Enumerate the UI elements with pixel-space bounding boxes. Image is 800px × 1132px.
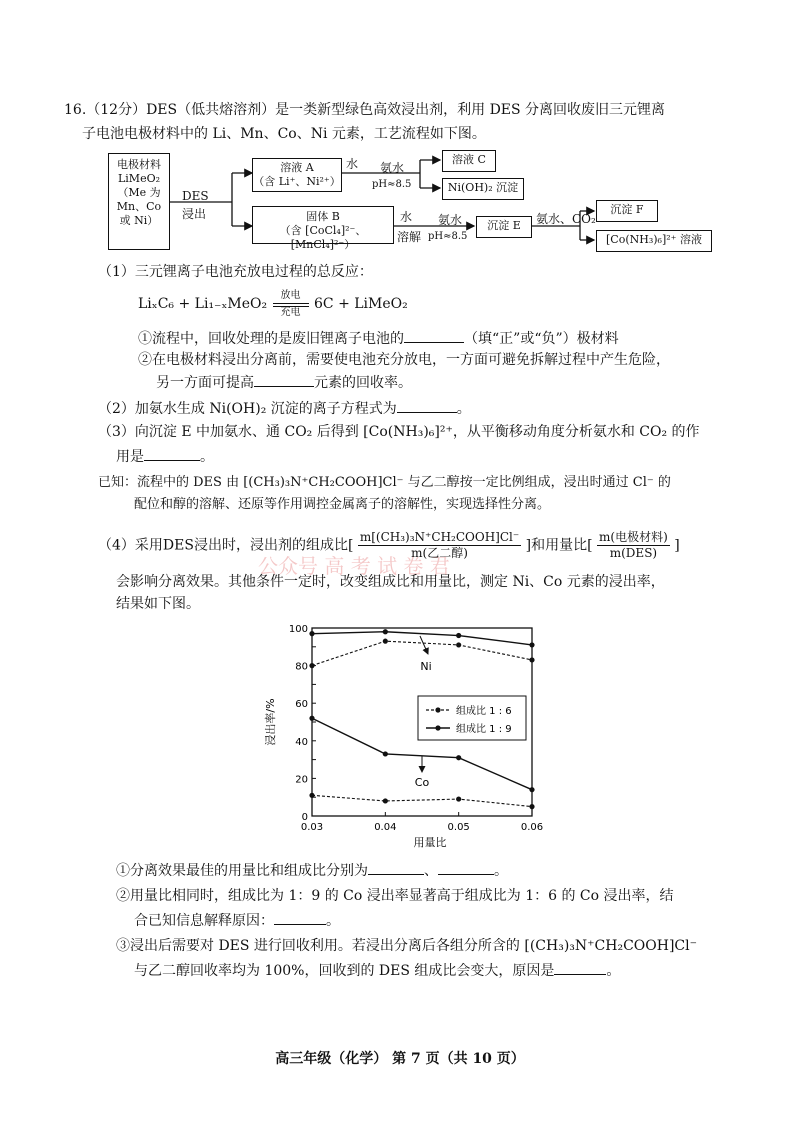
data-point-co-1-6 <box>309 793 314 798</box>
part-2 <box>98 398 471 419</box>
legend-marker-solid <box>435 725 440 730</box>
electrode-label-1: 电极材料 <box>117 158 161 171</box>
answer-blank[interactable] <box>368 860 424 875</box>
data-point-co-1-9 <box>383 751 388 756</box>
y-axis-label: 浸出率/% <box>264 698 277 746</box>
legend-marker-dashed <box>435 707 440 712</box>
co-label: Co <box>414 776 430 789</box>
part-3-end: 。 <box>200 449 214 465</box>
part-1-i-text: ①流程中，回收处理的是废旧锂离子电池的 <box>138 331 404 347</box>
ph-label-1: pH≈8.5 <box>372 179 412 190</box>
solution-a-title: 溶液 A <box>280 161 314 174</box>
answer-blank[interactable] <box>397 398 457 413</box>
part-1-ii-line-2 <box>156 372 412 393</box>
precipitate-e-box <box>476 216 532 238</box>
answer-blank[interactable] <box>438 860 494 875</box>
data-point-co-1-9 <box>456 755 461 760</box>
solid-b-box <box>252 206 394 251</box>
solid-b-content: （含 [CoCl₄]²⁻、[MnCl₄]²⁻） <box>279 224 367 251</box>
part-4-i-sep: 、 <box>424 863 438 879</box>
dosage-ratio-numerator: m(电极材料) <box>599 530 668 544</box>
precipitate-f-label: 沉淀 F <box>610 203 644 216</box>
legend-label-1-9: 组成比 1 : 9 <box>456 724 512 735</box>
part-4-intro <box>98 530 680 561</box>
co-annotation <box>415 756 430 789</box>
question-intro-line-2: 子电池电极材料中的 Li、Mn、Co、Ni 元素，工艺流程如下图。 <box>82 126 486 142</box>
part-1-i-text-end: （填“正”或“负”）极材料 <box>464 331 619 347</box>
part-2-text: （2）加氨水生成 Ni(OH)₂ 沉淀的离子方程式为 <box>98 401 397 417</box>
part-4-ii-end: 。 <box>326 913 340 929</box>
series-line-co-1-6 <box>312 795 532 806</box>
y-tick-label: 60 <box>295 699 308 711</box>
water-label-1: 水 <box>346 157 359 171</box>
part-1-ii-line-1: ②在电极材料浸出分离前，需要使电池充分放电，一方面可避免拆解过程中产生危险， <box>138 352 670 368</box>
part-2-end: 。 <box>456 401 471 417</box>
x-tick-label: 0.03 <box>300 822 324 833</box>
part-4-ii-line-2 <box>134 910 340 931</box>
part-4-iii-end: 。 <box>606 963 621 979</box>
data-point-co-1-6 <box>383 798 388 803</box>
answer-blank[interactable] <box>554 960 606 975</box>
electrode-material-box <box>108 153 170 250</box>
precipitate-e-label: 沉淀 E <box>487 219 521 232</box>
y-tick-label: 20 <box>295 774 308 786</box>
solid-b-title: 固体 B <box>306 210 340 223</box>
question-intro-line-1: 16.（12分）DES（低共熔溶剂）是一类新型绿色高效浸出剂，利用 DES 分离回收废旧三元锂离 <box>64 102 666 118</box>
x-tick-label: 0.05 <box>447 822 470 833</box>
ammonia-co2-label: 氨水、CO₂ <box>536 212 596 226</box>
part-4-line-2: 会影响分离效果。其他条件一定时，改变组成比和用量比，测定 Ni、Co 元素的浸出率， <box>116 574 665 590</box>
electrode-label-4: Mn、Co <box>116 200 162 213</box>
ammonia-label-1: 氨水 <box>380 161 405 175</box>
data-point-co-1-9 <box>529 787 534 792</box>
ni-label: Ni <box>420 660 432 673</box>
co-complex-label: [Co(NH₃)₆]²⁺ 溶液 <box>606 233 702 246</box>
answer-blank[interactable] <box>404 328 464 343</box>
part-1-ii-text-end: 元素的回收率。 <box>314 375 412 391</box>
known-info-line-2: 配位和醇的溶解、还原等作用调控金属离子的溶解性，实现选择性分离。 <box>134 497 551 512</box>
page-footer: 高三年级（化学） 第 7 页（共 10 页） <box>275 1051 525 1067</box>
part-3-text: 用是 <box>116 449 144 465</box>
equation-charge-label: 充电 <box>280 307 301 318</box>
x-tick-label: 0.04 <box>374 822 397 833</box>
precipitate-f-box <box>596 200 658 222</box>
y-tick-label: 40 <box>295 736 308 748</box>
known-info-line-1: 已知：流程中的 DES 由 [(CH₃)₃N⁺CH₂COOH]Cl⁻ 与乙二醇按一定比例组成，浸出时通过 Cl⁻ 的 <box>98 475 671 490</box>
data-point-co-1-6 <box>456 796 461 801</box>
solution-c-label: 溶液 C <box>452 153 486 166</box>
ph-label-2: pH≈8.5 <box>428 231 468 242</box>
data-point-co-1-9 <box>309 716 314 721</box>
composition-ratio-fraction <box>358 530 521 561</box>
chart-legend <box>418 696 526 740</box>
part-3-line-1: （3）向沉淀 E 中加氨水、通 CO₂ 后得到 [Co(NH₃)₆]²⁺，从平衡移动角度分析氨水和 CO₂ 的作 <box>98 424 700 440</box>
x-axis-label: 用量比 <box>413 836 447 849</box>
des-label: DES <box>182 189 209 203</box>
series-line-ni-1-9 <box>312 632 532 645</box>
nioh2-box <box>442 178 524 200</box>
part-3-line-2 <box>116 446 214 467</box>
part-4-i-end: 。 <box>494 863 508 879</box>
composition-ratio-numerator: m[(CH₃)₃N⁺CH₂COOH]Cl⁻ <box>359 530 520 544</box>
leaching-rate-chart <box>260 614 560 854</box>
data-point-ni-1-9 <box>309 631 314 636</box>
electrode-label-5: 或 Ni） <box>119 214 159 227</box>
data-point-ni-1-6 <box>309 663 314 668</box>
answer-blank[interactable] <box>274 910 326 925</box>
part-4-iii-line-1: ③浸出后需要对 DES 进行回收利用。若浸出分离后各组分所含的 [(CH₃)₃N⁺CH₂COOH]Cl⁻ <box>116 938 698 954</box>
part-4-line-3: 结果如下图。 <box>116 596 200 612</box>
part-4-text-a: （4）采用DES浸出时，浸出剂的组成比[ <box>98 537 354 554</box>
data-point-ni-1-6 <box>529 657 534 662</box>
co-complex-box <box>596 230 712 252</box>
y-tick-label: 0 <box>301 812 308 823</box>
battery-equation <box>138 290 408 318</box>
data-point-ni-1-9 <box>383 629 388 634</box>
dosage-ratio-denominator: m(DES) <box>609 546 658 560</box>
solution-c-box <box>442 150 496 172</box>
part-4-iii-line-2 <box>134 960 620 981</box>
part-4-text-b: ]和用量比[ <box>525 537 593 554</box>
part-4-text-c: ] <box>674 537 680 554</box>
dosage-ratio-fraction <box>597 530 670 561</box>
dissolve-label: 溶解 <box>397 230 422 244</box>
electrode-label-2: LiMeO₂ <box>117 172 161 185</box>
data-point-ni-1-6 <box>383 639 388 644</box>
part-4-i-text: ①分离效果最佳的用量比和组成比分别为 <box>116 863 368 879</box>
ni-annotation <box>420 636 432 673</box>
part-4-i <box>116 860 508 881</box>
leach-label: 浸出 <box>182 207 207 221</box>
nioh2-label: Ni(OH)₂ 沉淀 <box>447 181 519 194</box>
part-4-iii-text: 与乙二醇回收率均为 100%，回收到的 DES 组成比会变大，原因是 <box>134 963 555 979</box>
equation-right: 6C + LiMeO₂ <box>314 296 408 312</box>
part-1-intro: （1）三元锂离子电池充放电过程的总反应： <box>98 264 373 280</box>
legend-label-1-6: 组成比 1 : 6 <box>456 706 512 717</box>
data-point-ni-1-9 <box>456 633 461 638</box>
equation-discharge-label: 放电 <box>280 290 301 301</box>
part-1-i <box>138 328 619 349</box>
equation-arrow <box>272 290 310 318</box>
part-1-ii-text: 另一方面可提高 <box>156 375 254 391</box>
y-tick-label: 100 <box>288 624 308 635</box>
x-tick-label: 0.06 <box>520 822 544 833</box>
data-point-co-1-6 <box>529 804 534 809</box>
part-4-ii-text: 合已知信息解释原因： <box>134 913 274 929</box>
answer-blank[interactable] <box>144 446 200 461</box>
electrode-label-3: （Me 为 <box>117 186 161 199</box>
part-4-ii-line-1: ②用量比相同时，组成比为 1：9 的 Co 浸出率显著高于组成比为 1：6 的 Co 浸出率，结 <box>116 888 674 904</box>
equation-left: LiₓC₆ + Li₁₋ₓMeO₂ <box>138 296 268 312</box>
water-label-2: 水 <box>400 210 413 224</box>
watermark: 公众号 高 考 试 卷 君 <box>258 554 450 578</box>
data-point-ni-1-9 <box>529 642 534 647</box>
solution-a-box <box>252 158 342 192</box>
y-tick-label: 80 <box>295 661 308 673</box>
ammonia-label-2: 氨水 <box>438 213 463 227</box>
data-point-ni-1-6 <box>456 642 461 647</box>
answer-blank[interactable] <box>254 372 314 387</box>
composition-ratio-denominator: m(乙二醇) <box>411 546 468 560</box>
solution-a-content: （含 Li⁺、Ni²⁺） <box>253 175 341 188</box>
